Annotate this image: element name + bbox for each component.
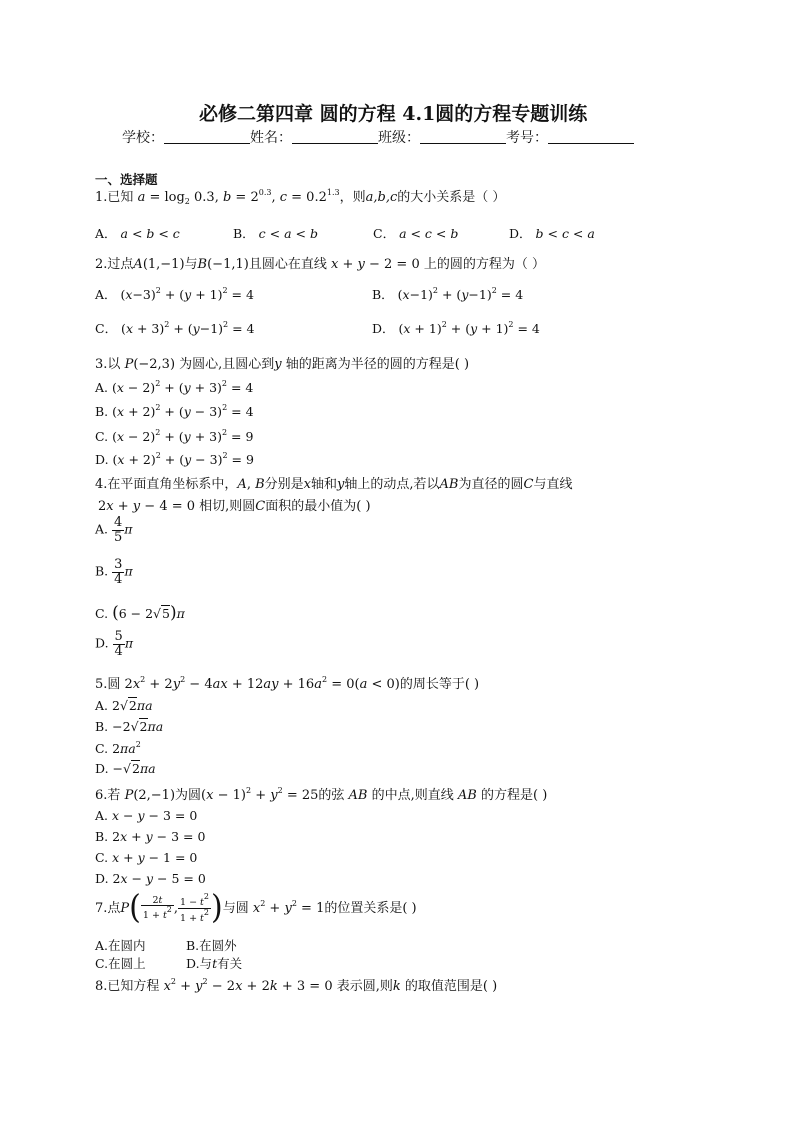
question-4-line2: 2x + y − 4 = 0 相切,则圆C面积的最小值为( ) (98, 499, 371, 514)
question-3: 3.以 P(−2,3) 为圆心,且圆心到y 轴的距离为半径的圆的方程是( ) (95, 357, 470, 372)
q7-option-b: B.在圆外 (186, 938, 237, 953)
section-title: 一、选择题 (95, 172, 158, 187)
question-1: 1.已知 $a = \log_2 0.3$, $b = 2^{0.3}$, $c = 0.2^{1.3}$，则a,b,c的大小关系是（ ） (95, 188, 506, 206)
name-label: 姓名： (250, 130, 292, 146)
class-label: 班级： (378, 130, 420, 146)
q6-option-a: A. x − y − 3 = 0 (95, 808, 198, 823)
q3-option-c: C. $(x - 2)^2 + (y + 3)^2 = 9$ (95, 428, 254, 444)
q2-option-c: C． $(x + 3)^2 + (y-1)^2 = 4$ (95, 320, 255, 336)
q4-option-a: A. $\frac{4}{5}$ π (95, 515, 133, 545)
q1-option-a: A． a < b < c (95, 226, 180, 241)
q5-option-c: C. $2\pi a^2$ (95, 740, 141, 756)
q4-option-b: B. $\frac{3}{4}$ π (95, 557, 133, 587)
question-7: 7.点P( $\frac{2t}{1 + t^2}$ , $\frac{1 - t^2}{1 + t^2}$ )与圆 $x^2 + y^2 = 1$的位置关系是( ) (95, 888, 417, 928)
q1-option-c: C． a < c < b (373, 226, 459, 241)
q7-option-d: D.与t有关 (186, 956, 243, 971)
q1-option-b: B． c < a < b (233, 226, 318, 241)
school-label: 学校： (122, 130, 164, 146)
q6-option-d: D. 2x − y − 5 = 0 (95, 871, 206, 886)
q5-option-b: B. −2√2πa (95, 719, 164, 734)
id-label: 考号： (506, 130, 548, 146)
class-blank (420, 129, 506, 144)
q2-option-b: B． $(x-1)^2 + (y-1)^2 = 4$ (372, 286, 524, 302)
q6-option-b: B. 2x + y − 3 = 0 (95, 829, 206, 844)
student-info-line (122, 127, 634, 147)
q3-option-d: D. $(x + 2)^2 + (y - 3)^2 = 9$ (95, 451, 254, 467)
q2-option-a: A． $(x-3)^2 + (y + 1)^2 = 4$ (95, 286, 254, 302)
question-6: 6.若 P(2,−1)为圆$(x - 1)^2 + y^2 = 25$的弦 AB 的中点,则直线 AB 的方程是( ) (95, 786, 548, 803)
q7-option-a: A.在圆内 (95, 938, 146, 953)
question-4-line1: 4.在平面直角坐标系中，A, B分别是x轴和y轴上的动点,若以AB为直径的圆C与直线 (95, 477, 573, 492)
school-blank (164, 129, 250, 144)
q7-option-c: C.在圆上 (95, 956, 146, 971)
id-blank (548, 129, 634, 144)
q4-option-c: C. (6 − 2√5)π (95, 603, 185, 623)
name-blank (292, 129, 378, 144)
q6-option-c: C. x + y − 1 = 0 (95, 850, 198, 865)
q3-option-a: A. $(x - 2)^2 + (y + 3)^2 = 4$ (95, 379, 254, 395)
question-5: 5.圆 $2x^2 + 2y^2 - 4ax + 12ay + 16a^2 = 0(a < 0)$的周长等于( ) (95, 675, 480, 692)
q2-option-d: D． $(x + 1)^2 + (y + 1)^2 = 4$ (372, 320, 540, 336)
q4-option-d: D. $\frac{5}{4}$ π (95, 629, 134, 659)
q3-option-b: B. $(x + 2)^2 + (y - 3)^2 = 4$ (95, 403, 254, 419)
page-title: 必修二第四章 圆的方程 4.1圆的方程专题训练 (199, 103, 588, 125)
q1-option-d: D． b < c < a (509, 226, 595, 241)
question-8: 8.已知方程 $x^2 + y^2 - 2x + 2k + 3 = 0$ 表示圆,则k 的取值范围是( ) (95, 977, 498, 994)
question-2: 2.过点A(1,−1)与B(−1,1)且圆心在直线 x + y − 2 = 0 上的圆的方程为（ ） (95, 257, 545, 272)
q5-option-d: D. −√2πa (95, 761, 156, 776)
q5-option-a: A. 2√2πa (95, 698, 153, 713)
